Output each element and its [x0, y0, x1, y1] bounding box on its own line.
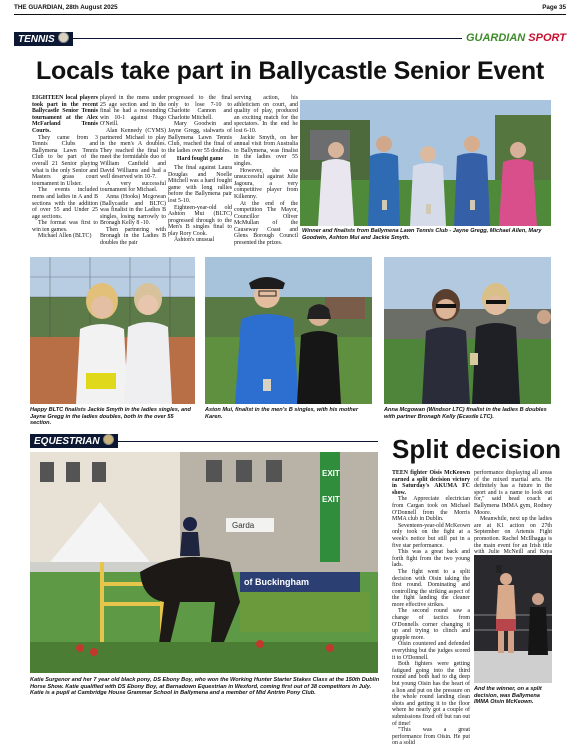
guardian-sport-logo — [462, 32, 566, 45]
equestrian-tab-label: EQUESTRIAN — [34, 436, 100, 447]
page-header — [14, 4, 566, 14]
tennis-column-3 — [168, 95, 232, 244]
tennis-anna-caption: Anna Mcgowan (Windsor LTC) finalist in the ladies B doubles with partner Bronagh Kelly (Ecastle LTC). — [384, 407, 547, 420]
boxing-paragraph: "This was a great performance from Oisin. He put on a solid — [392, 727, 470, 747]
tennis-paragraph: Michael Allen (BLTC) — [38, 233, 92, 240]
boxing-intro: TEEN fighter Oisis McKeown earned a split decision victory in Saturday's AKUMA FC show. — [392, 470, 470, 496]
tennis-headline: Locals take part in Ballycastle Senior Event — [35, 57, 545, 85]
tennis-paragraph: Anna (Hooks) Mcgowan (Ballycastle and BLTC) was finalist in the Ladies B singles, losing narrowly to Bronagh Kelly 8 -10. — [100, 193, 166, 227]
tennis-ball-icon — [58, 32, 69, 43]
tennis-ashton-photo — [205, 257, 372, 404]
tennis-paragraph: progressed to the final only to lose 7-10 to Charlotte Cannon and Charlotte Mitchell. — [168, 95, 232, 121]
tennis-anna-photo — [384, 257, 551, 404]
header-rule — [14, 14, 566, 15]
boxing-paragraph: Meanwhile, next up the ladies are at K1 action on 27th September on Artemis Fight promotion. Rachel McIlhagga is the main event for an Irish title with Julie McNeill and Ksya — [474, 516, 552, 556]
tennis-paragraph: serving action, his athleticism on court, and quality of play, produced an exciting match for the spectators. In the end he lost 6-10. — [234, 95, 298, 134]
exit-sign-2: EXIT — [322, 495, 340, 504]
tennis-ashton-caption: Aston Mui, finalist in the men's B singles, with his mother Karen. — [205, 407, 358, 420]
boxing-paragraph: Both fighters were getting fatigued going into the third round and both had to dig deep but young Oisin has the heart of a lion and put on the pressure on the whole round landing clean shots and getting it to the floor where he nearly got a couple of submissions fixed off but ran out of time! — [392, 661, 470, 727]
brand-guardian: GUARDIAN — [465, 32, 526, 44]
boxing-photo — [474, 555, 552, 683]
equestrian-caption: Katie Surgenor and her 7 year old black pony, DS Ebony Boy, who won the Working Hunter Starter Stakes Class at the 150th Dublin Horse Show. Katie qualified with DS Ebony Boy, at Barnadown Equestrian in Wexford, coming first out of 38 competitors in July. Katie is a pupil at Cambridge House Grammar School in Ballymena and a member of Mid Antrim Pony Club. — [30, 677, 380, 697]
boxing-paragraph: The fight went to a split decision with Oisin taking the first round. Dominating and controlling the striking aspect of the fight landing the cleaner more effective strikes. — [392, 568, 470, 608]
tennis-paragraph: However, she was unsuccessful against Julie Jagoura, a very competitive player from Kilkenny. — [234, 167, 298, 200]
tennis-column-4 — [234, 95, 298, 247]
boxing-column-2 — [474, 470, 552, 562]
tennis-paragraph: At the end of the competition The Mayor, Councillor Oliver McMullan of the Causeway Coast and Glens Borough Council presented the prizes. — [234, 200, 298, 247]
tennis-column-2 — [100, 95, 166, 247]
boxing-caption: And the winner, on a split decision, was Ballymena IMMA Oisin McKeown. — [474, 686, 542, 706]
exit-sign-1: EXIT — [322, 469, 340, 478]
boxing-column-1 — [392, 470, 470, 747]
equestrian-photo — [30, 452, 378, 673]
tennis-intro: EIGHTEEN local players took part in the recent Ballycastle Senior Tennis tournament at the Alex McFarland Tennis Courts. — [32, 95, 98, 134]
tennis-paragraph: Mary Goodwin and Jayne Gregg, stalwarts of Ballymena Lawn Tennis Club, reached the final of the ladies over 55 doubles. — [168, 121, 232, 154]
tennis-ladies-photo — [30, 257, 195, 404]
tennis-paragraph: They came from 3 Tennis Clubs and Ballymena Lawn Tennis Club to be part of the overall 21 Senior playing what is the only Senior and Masters grass court tournament in Ulster. — [32, 134, 98, 187]
tennis-paragraph: played in the mens under 25 age section and in the final he had a resounding win 10-1 against Hugo O'Neill. — [100, 95, 166, 128]
tennis-paragraph: The events included mens and ladies in A and B sections with the addition of over 55 and Under 25 age sections. — [32, 187, 98, 220]
tennis-paragraph: Jackie Smyth, on her annual visit from Australia to Ballymena, was finalist in the ladies over 55 singles. — [234, 134, 298, 167]
boxing-paragraph: Oisin countered and defended everything but the judges scored it to O'Donnell. — [392, 641, 470, 661]
tennis-paragraph: Alan Kennedy (CYMS) partnered Michael to play in the men's A doubles. They reached the final to meet the formidable duo of William Canfield and David Williams and had a well deserved win 10-7. — [100, 127, 166, 181]
tennis-column-1 — [32, 95, 98, 240]
tennis-group-photo — [300, 100, 551, 226]
boxing-paragraph: The second round saw a change of tactics from O'Donnells corner changing it up and trying to clinch and grapple more. — [392, 608, 470, 641]
boxing-paragraph: Seventeen-year-old McKeown only took on the fight at a week's notice but still put in a five star performance. — [392, 522, 471, 549]
tennis-section-tab — [14, 32, 73, 46]
tennis-subheading: Hard fought game — [176, 156, 224, 163]
boxing-headline: Split decision — [392, 434, 562, 464]
garda-sign: Garda — [232, 521, 255, 530]
page-number: Page 35 — [542, 4, 566, 11]
tennis-paragraph: Then partnering with Bronagh in the Ladies B doubles the pair — [100, 226, 166, 247]
buckingham-sign: of Buckingham — [244, 577, 310, 587]
tennis-group-caption: Winner and finalists from Ballymena Lawn Tennis Club - Jayne Gregg, Michael Allen, Mary Goodwin, Ashton Mui and Jackie Smyth. — [302, 228, 542, 241]
tennis-ladies-caption: Happy BLTC finalists Jackie Smyth in the ladies singles, and Jayne Gregg in the ladies doubles, both in the over 55 section. — [30, 407, 191, 427]
horseshoe-icon — [103, 434, 114, 445]
tennis-paragraph: Ashton's unusual — [174, 237, 215, 244]
tennis-tab-label: TENNIS — [18, 34, 55, 45]
tennis-paragraph: Eighteen-year-old old Ashton Mui (BLTC) progressed through to the Men's B singles final to play Rory Cook. — [168, 204, 232, 237]
tennis-paragraph: The final against Laura Douglas and Noelle Mitchell was a hard fought game with long rallies before the Ballymena pair lost 5-10. — [168, 164, 232, 204]
equestrian-section-tab — [30, 434, 118, 448]
tennis-paragraph: A very successful tournament for Michael. — [100, 180, 166, 194]
boxing-paragraph: This was a great back and forth fight from the two young lads. — [392, 549, 470, 569]
tennis-paragraph: The format was first to win ten games. — [32, 220, 98, 233]
paper-date: THE GUARDIAN, 28th August 2025 — [14, 4, 118, 11]
boxing-paragraph: The Appreciate electrician from Cargan took on Michael O'Donnell from the Morris MMA club in Dublin. — [392, 496, 470, 523]
brand-sport: SPORT — [528, 32, 566, 44]
boxing-paragraph: performance displaying all areas of the mixed martial arts. He definitely has a future in the sport and is a name to look out for," said head coach at Ballymena IMMA gym, Rodney Moore. — [474, 470, 552, 516]
